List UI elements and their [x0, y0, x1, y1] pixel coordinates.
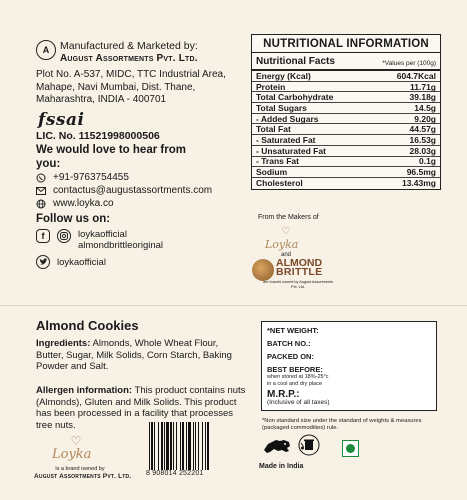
nutrition-row [252, 124, 440, 135]
email-icon [36, 186, 46, 196]
storage-note-2: in a cool and dry place [267, 380, 323, 387]
twitter-handle[interactable]: loykaofficial [57, 256, 106, 268]
twitter-row [36, 255, 106, 269]
allergen-text: This product contains nuts (Almonds), Gluten and Milk Solids. This product has been processed in a facility that processes tree nuts. [36, 385, 246, 431]
loyka-heart-icon: ♡ [281, 226, 291, 237]
ingredients-block [36, 338, 246, 373]
nutrient-value: 44.57g [409, 124, 436, 135]
nutrient-value: 9.20g [414, 113, 436, 124]
twitter-icon[interactable] [36, 255, 50, 269]
nutrient-name: Total Sugars [256, 102, 307, 113]
vegetarian-mark-icon [342, 440, 359, 457]
nutrient-name: - Added Sugars [256, 113, 319, 124]
make-in-india-lion-icon [262, 436, 292, 456]
nutrient-name: - Trans Fat [256, 156, 299, 167]
phone-number[interactable]: +91-9763754455 [53, 172, 129, 183]
storage-note-1: when stored at 18%-25°c [267, 374, 329, 380]
best-before-label: BEST BEFORE: [267, 365, 323, 374]
whatsapp-icon [36, 173, 46, 183]
website-row [36, 198, 114, 209]
nutrient-name: Total Carbohydrate [256, 92, 334, 103]
nutrition-row [252, 167, 440, 178]
globe-icon [36, 199, 46, 209]
email-row [36, 185, 212, 196]
nutrient-name: Protein [256, 81, 286, 92]
batch-label: BATCH NO.: [267, 339, 311, 348]
nutrition-row [252, 92, 440, 103]
nutrient-name: - Saturated Fat [256, 134, 316, 145]
manufacturer-address: Plot No. A-537, MIDC, TTC Industrial Area, Mahape, Navi Mumbai, Dist. Thane, Maharashtra, INDIA - 400701 [36, 69, 226, 105]
brand-owner-company: August Assortments Pvt. Ltd. [34, 473, 132, 480]
allergen-label: Allergen information: [36, 385, 133, 396]
section-divider [0, 305, 467, 306]
nutrient-value: 13.43mg [401, 178, 436, 189]
nutrition-table [251, 34, 441, 190]
facebook-handle[interactable]: loykaofficial [78, 229, 127, 240]
ingredients-label: Ingredients: [36, 338, 91, 349]
nutrient-value: 14.5g [414, 102, 436, 113]
packing-info-box [261, 321, 437, 411]
phone-row [36, 172, 129, 183]
made-in-india-label: Made in India [259, 463, 304, 470]
nutrition-facts-label: Nutritional Facts [256, 56, 335, 67]
manufacturer-label: Manufactured & Marketed by: [60, 40, 198, 52]
mrp-note: (Inclusive of all taxes) [267, 399, 330, 406]
and-label: and [281, 252, 292, 258]
nutrient-value: 11.71g [410, 81, 436, 92]
mrp-label: M.R.P.: [267, 389, 300, 400]
august-assortments-logo: A [36, 40, 56, 60]
nutrient-name: - Unsaturated Fat [256, 145, 326, 156]
nutrition-row [252, 146, 440, 157]
packed-on-label: PACKED ON: [267, 352, 314, 361]
from-makers-label: From the Makers of [258, 214, 319, 221]
nutrient-value: 39.18g [409, 92, 436, 103]
barcode-number: 8 908014 252201 [146, 470, 204, 477]
email-address[interactable]: contactus@augustassortments.com [53, 185, 213, 196]
nutrient-value: 96.5mg [406, 167, 436, 178]
facebook-icon[interactable]: f [36, 229, 50, 243]
nutrition-title: NUTRITIONAL INFORMATION [252, 35, 440, 53]
facebook-row [36, 229, 163, 251]
nutrition-row [252, 114, 440, 125]
nutrition-per-label: *Values per (100g) [382, 60, 436, 67]
standards-note: *Non standard size under the standard of weights & measures (packaged commodities) rule. [262, 418, 422, 431]
website-url[interactable]: www.loyka.co [53, 198, 114, 209]
nutrient-value: 16.53g [409, 134, 436, 145]
nutrient-name: Total Fat [256, 124, 291, 135]
nutrition-row [252, 82, 440, 93]
fssai-license: LIC. No. 11521998000506 [36, 130, 160, 142]
nutrient-value: 604.7Kcal [396, 70, 436, 81]
product-name: Almond Cookies [36, 318, 139, 333]
nutrition-row [252, 71, 440, 82]
loyka-footer-heart-icon: ♡ [70, 434, 82, 448]
loyka-wordmark: Loyka [265, 238, 299, 251]
instagram-icon[interactable] [57, 229, 71, 243]
instagram-handle[interactable]: almondbrittleoriginal [78, 240, 164, 251]
nutrition-row [252, 178, 440, 189]
follow-heading: Follow us on: [36, 213, 111, 225]
fssai-logo: fssai [38, 110, 85, 130]
barcode [148, 422, 230, 470]
ingredients-text: Almonds, Whole Wheat Flour, Butter, Sugar, Milk Solids, Corn Starch, Baking Powder and Salt. [36, 338, 232, 372]
loyka-footer-wordmark: Loyka [52, 447, 92, 462]
manufacturer-name: August Assortments Pvt. Ltd. [60, 53, 198, 64]
nutrition-row [252, 157, 440, 168]
nutrition-row [252, 135, 440, 146]
brand-owned-line: is a brand owned by [55, 466, 105, 472]
nutrient-value: 28.03g [409, 145, 436, 156]
nutrient-name: Cholesterol [256, 178, 303, 189]
nutrient-name: Energy (Kcal) [256, 70, 311, 81]
net-weight-label: *NET WEIGHT: [267, 326, 319, 335]
nutrition-header [252, 53, 440, 71]
contact-heading: We would love to hear from you: [36, 144, 186, 170]
almond-brittle-logo-icon [252, 259, 274, 281]
dispose-bin-icon [298, 434, 320, 456]
brands-owned-note: are brands owned by August Assortments Pvt. Ltd. [262, 280, 334, 289]
nutrition-row [252, 103, 440, 114]
almond-brittle-word-top: ALMOND [276, 257, 323, 269]
nutrient-value: 0.1g [418, 156, 436, 167]
almond-brittle-word-bottom: BRITTLE [276, 266, 323, 278]
nutrient-name: Sodium [256, 167, 288, 178]
